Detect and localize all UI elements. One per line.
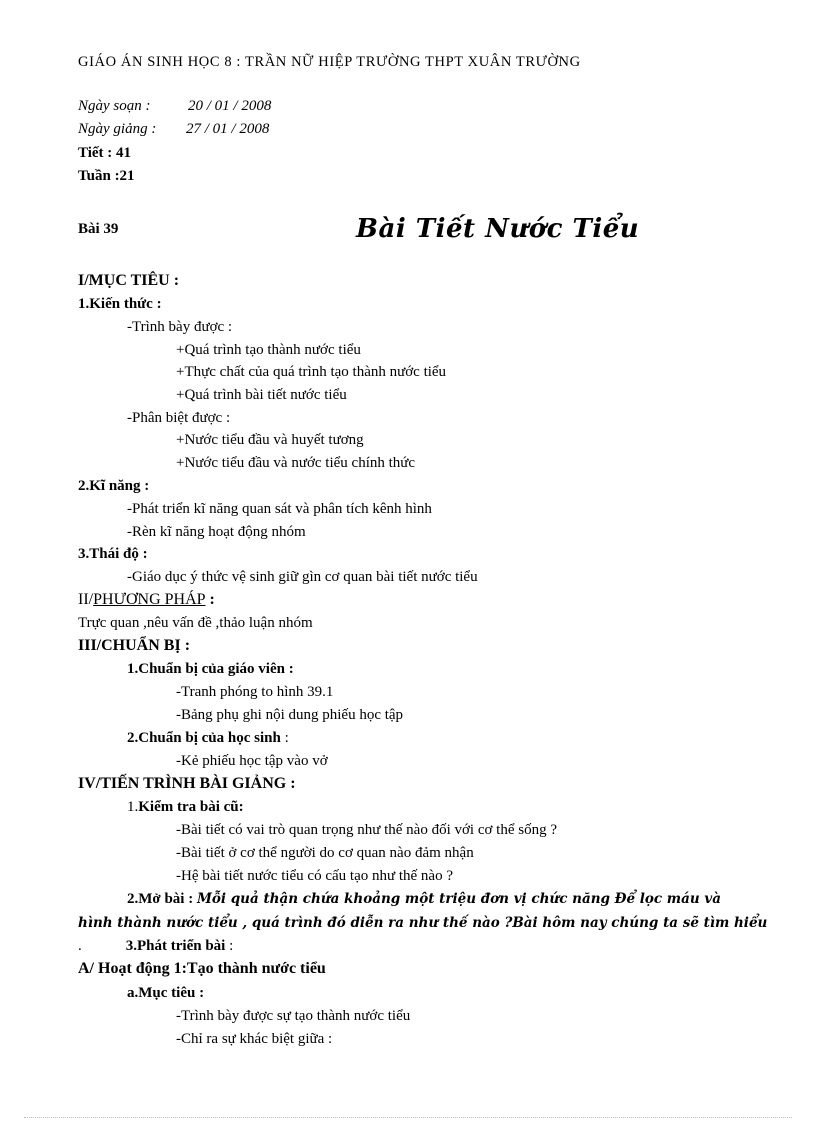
text-line: -Giáo dục ý thức vệ sinh giữ gìn cơ quan bài tiết nước tiểu — [127, 569, 478, 585]
text-line: +Quá trình tạo thành nước tiểu — [176, 342, 361, 358]
section-muc-tieu: I/MỤC TIÊU : — [78, 272, 180, 289]
mo-bai-line — [127, 889, 721, 909]
text-line: -Phát triển kĩ năng quan sát và phân tích kênh hình — [127, 501, 432, 517]
ngay-soan-value: 20 / 01 / 2008 — [188, 98, 272, 114]
text-line: -Chỉ ra sự khác biệt giữa : — [176, 1031, 333, 1047]
colon: : — [225, 938, 234, 954]
dot: . — [78, 938, 82, 954]
ngay-giang-label: Ngày giảng : — [78, 121, 157, 137]
mo-bai-label: 2.Mở bài : — [127, 891, 197, 907]
section-chuan-bi: III/CHUẨN BỊ : — [78, 637, 191, 654]
tiet: Tiết : 41 — [78, 145, 132, 161]
text-line: +Nước tiểu đầu và nước tiểu chính thức — [176, 455, 416, 471]
tuan: Tuần :21 — [78, 168, 135, 184]
section-suffix: : — [205, 591, 215, 608]
mo-bai-text-continued: hình thành nước tiểu , quá trình đó diễn ra như thế nào ?Bài hôm nay chúng ta sẽ tìm hiểu — [78, 915, 768, 931]
section-prefix: II/ — [78, 591, 94, 608]
text-line: -Trình bày được sự tạo thành nước tiểu — [176, 1008, 411, 1024]
muc-tieu-heading: a.Mục tiêu : — [127, 985, 205, 1001]
kiem-tra-heading — [127, 797, 244, 817]
chuan-bi-gv-heading: 1.Chuẩn bị của giáo viên : — [127, 661, 294, 677]
phat-trien-label: 3.Phát triển bài — [125, 938, 226, 954]
page-header: GIÁO ÁN SINH HỌC 8 : TRẦN NỮ HIỆP TRƯỜNG THPT XUÂN TRƯỜNG — [78, 54, 581, 70]
number-prefix: 1. — [127, 799, 139, 815]
chuan-bi-hs-heading — [127, 728, 289, 748]
hoat-dong-1-heading: A/ Hoạt động 1:Tạo thành nước tiểu — [78, 960, 326, 977]
lesson-number: Bài 39 — [78, 221, 119, 237]
text-line: -Hệ bài tiết nước tiểu có cấu tạo như thế nào ? — [176, 868, 454, 884]
colon: : — [280, 730, 289, 746]
text-line: +Nước tiểu đầu và huyết tương — [176, 432, 364, 448]
text-line: +Thực chất của quá trình tạo thành nước tiểu — [176, 364, 447, 380]
lesson-title: Bài Tiết Nước Tiểu — [356, 214, 640, 244]
ki-nang-heading: 2.Kĩ năng : — [78, 478, 150, 494]
text-line: -Bảng phụ ghi nội dung phiếu học tập — [176, 707, 404, 723]
text-line: -Bài tiết có vai trò quan trọng như thế nào đối với cơ thể sống ? — [176, 822, 557, 838]
text-line: -Rèn kĩ năng hoạt động nhóm — [127, 524, 306, 540]
kiem-tra-label: Kiểm tra bài cũ: — [138, 799, 244, 815]
phat-trien-line — [78, 936, 233, 956]
chuan-bi-hs-label: 2.Chuẩn bị của học sinh — [127, 730, 281, 746]
text-line: Trực quan ,nêu vấn đề ,thảo luận nhóm — [78, 615, 313, 631]
section-tien-trinh: IV/TIẾN TRÌNH BÀI GIẢNG : — [78, 775, 296, 792]
kien-thuc-heading: 1.Kiến thức : — [78, 296, 162, 312]
mo-bai-text: Mỗi quả thận chứa khoảng một triệu đơn vị chức năng Để lọc máu và — [196, 891, 721, 907]
phuong-phap-underlined: PHƯƠNG PHÁP — [93, 591, 206, 608]
ngay-giang-value: 27 / 01 / 2008 — [186, 121, 270, 137]
ngay-soan-label: Ngày soạn : — [78, 98, 151, 114]
text-line: +Quá trình bài tiết nước tiểu — [176, 387, 347, 403]
text-line: -Bài tiết ở cơ thể người do cơ quan nào đảm nhận — [176, 845, 474, 861]
section-phuong-phap — [78, 590, 215, 610]
thai-do-heading: 3.Thái độ : — [78, 546, 148, 562]
page-bottom-divider — [24, 1117, 792, 1118]
text-line: -Trình bày được : — [127, 319, 233, 335]
text-line: -Kẻ phiếu học tập vào vở — [176, 753, 328, 769]
text-line: -Tranh phóng to hình 39.1 — [176, 684, 334, 700]
text-line: -Phân biệt được : — [127, 410, 231, 426]
